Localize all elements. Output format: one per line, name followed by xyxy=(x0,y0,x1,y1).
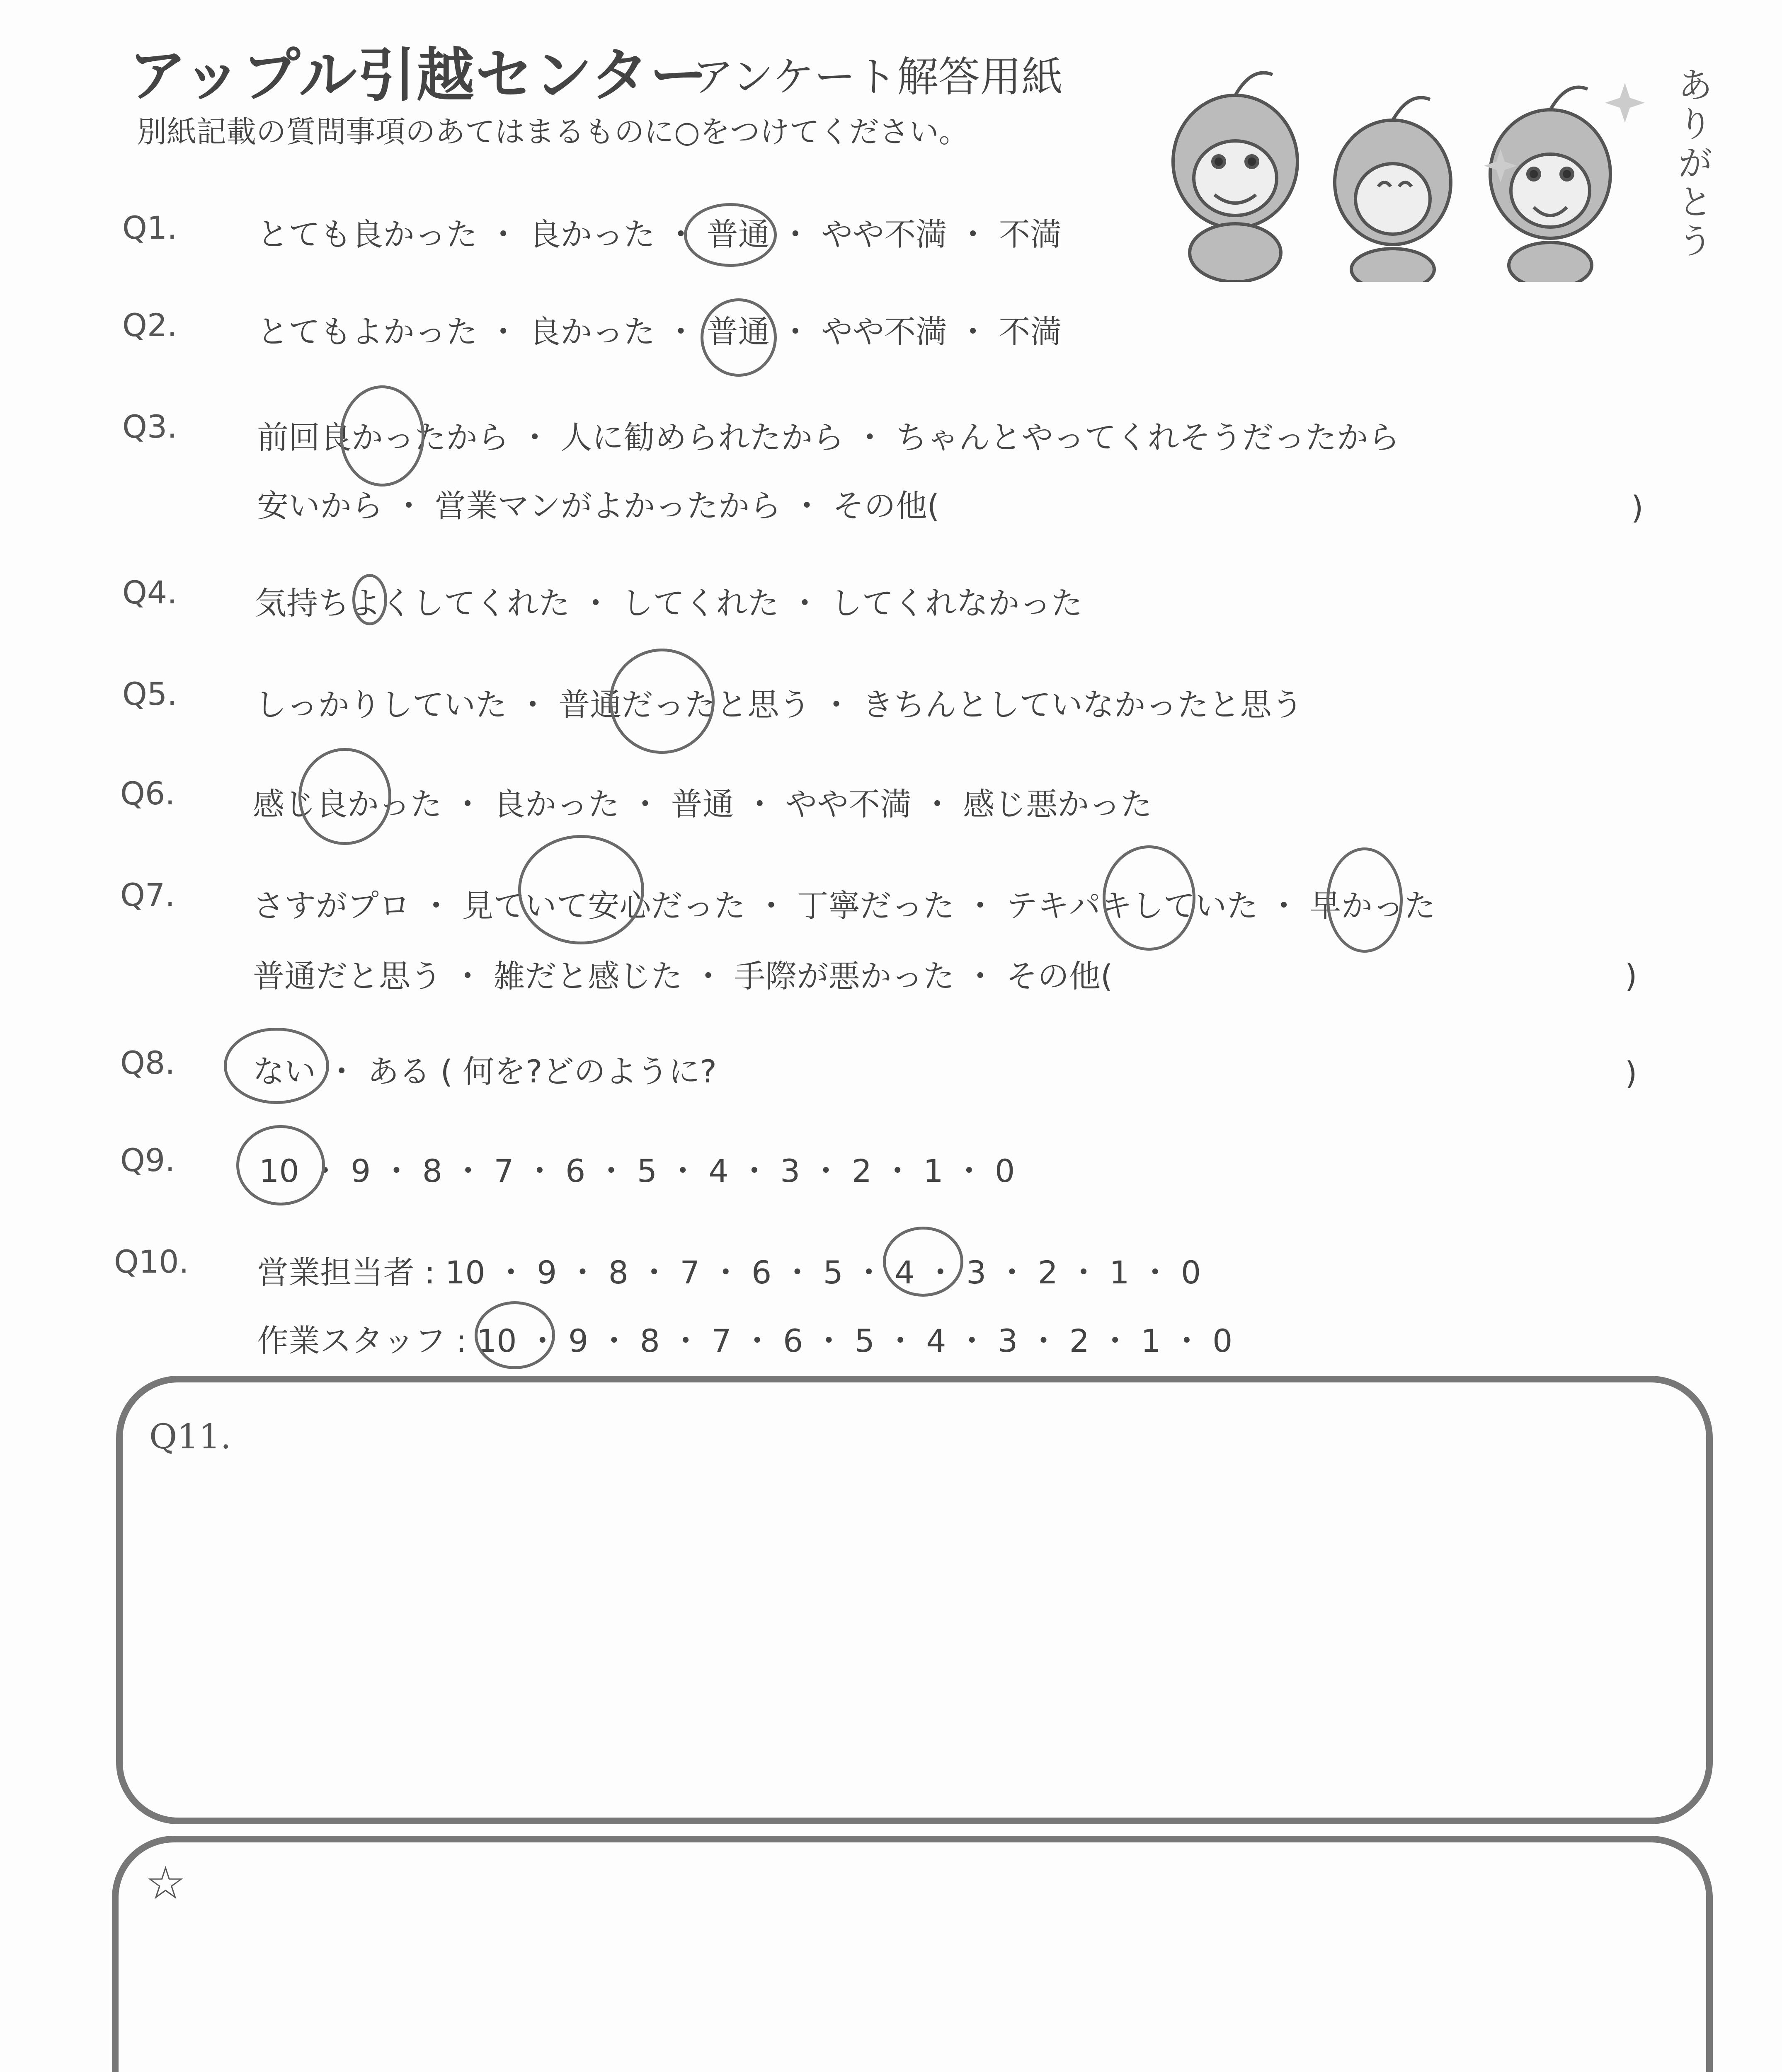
q11-label: Q11. xyxy=(149,1417,231,1457)
close-paren: ) xyxy=(1625,957,1637,994)
monkey-mascots-illustration xyxy=(1136,50,1716,282)
answer-circle-mark xyxy=(224,1028,329,1104)
q8-options[interactable]: ない ・ ある ( 何を?どのように? xyxy=(253,1053,717,1090)
q11-comment-box[interactable] xyxy=(116,1376,1713,1824)
answer-circle-mark xyxy=(883,1227,963,1297)
answer-circle-mark xyxy=(236,1125,325,1205)
question-number: Q2. xyxy=(122,307,177,344)
answer-circle-mark xyxy=(340,385,424,487)
answer-circle-mark xyxy=(684,203,777,267)
q10-sales-options[interactable]: 営業担当者 : 10 ・ 9 ・ 8 ・ 7 ・ 6 ・ 5 ・ 4 ・ 3 ・ 2 ・ 1 ・ 0 xyxy=(257,1254,1201,1291)
q7-options-line2[interactable]: 普通だと思う ・ 雑だと感じた ・ 手際が悪かった ・ その他( xyxy=(253,958,1113,995)
answer-circle-mark xyxy=(701,298,777,377)
q7-options-line1[interactable]: さすがプロ ・ 見ていて安心だった ・ 丁寧だった ・ テキパキしていた ・ 早かった xyxy=(253,887,1436,924)
close-paren: ) xyxy=(1625,1055,1637,1092)
answer-circle-mark xyxy=(298,748,391,845)
thank-you-text: ありがとう xyxy=(1671,66,1713,261)
star-comment-box[interactable] xyxy=(112,1836,1713,2072)
answer-circle-mark xyxy=(352,574,387,625)
star-icon: ☆ xyxy=(145,1857,186,1910)
form-subtitle: アンケート解答用紙 xyxy=(692,53,1063,101)
q2-options[interactable]: とてもよかった ・ 良かった ・ 普通 ・ やや不満 ・ 不満 xyxy=(257,313,1062,350)
question-number: Q4. xyxy=(122,574,177,611)
q5-options[interactable]: しっかりしていた ・ 普通だったと思う ・ きちんとしていなかったと思う xyxy=(255,686,1303,723)
question-number: Q9. xyxy=(120,1142,175,1179)
question-number: Q5. xyxy=(122,675,177,712)
q3-options-line1[interactable]: 前回良かったから ・ 人に勧められたから ・ ちゃんとやってくれそうだったから xyxy=(257,419,1400,456)
answer-circle-mark xyxy=(609,649,715,754)
question-number: Q1. xyxy=(122,209,177,246)
q6-options[interactable]: 感じ良かった ・ 良かった ・ 普通 ・ やや不満 ・ 感じ悪かった xyxy=(253,786,1152,823)
answer-circle-mark xyxy=(475,1301,555,1369)
question-number: Q10. xyxy=(114,1243,189,1280)
answer-circle-mark xyxy=(518,835,644,944)
question-number: Q3. xyxy=(122,408,177,445)
question-number: Q6. xyxy=(120,775,175,812)
close-paren: ) xyxy=(1631,489,1644,526)
question-number: Q8. xyxy=(120,1044,175,1081)
q10-staff-options[interactable]: 作業スタッフ : 10 ・ 9 ・ 8 ・ 7 ・ 6 ・ 5 ・ 4 ・ 3 ・ 2 ・ 1 ・ 0 xyxy=(257,1322,1233,1359)
answer-circle-mark xyxy=(1103,845,1195,951)
question-number: Q7. xyxy=(120,876,175,913)
instruction-text: 別紙記載の質問事項のあてはまるものに○をつけてください。 xyxy=(137,114,969,149)
company-title: アップル引越センター xyxy=(128,42,709,109)
q3-options-line2[interactable]: 安いから ・ 営業マンがよかったから ・ その他( xyxy=(257,487,940,524)
q9-options[interactable]: 10 ・ 9 ・ 8 ・ 7 ・ 6 ・ 5 ・ 4 ・ 3 ・ 2 ・ 1 ・ 0 xyxy=(259,1152,1015,1189)
answer-circle-mark xyxy=(1326,847,1403,953)
q1-options[interactable]: とても良かった ・ 良かった ・ 普通 ・ やや不満 ・ 不満 xyxy=(257,216,1062,253)
q4-options[interactable]: 気持ちよくしてくれた ・ してくれた ・ してくれなかった xyxy=(255,585,1083,622)
